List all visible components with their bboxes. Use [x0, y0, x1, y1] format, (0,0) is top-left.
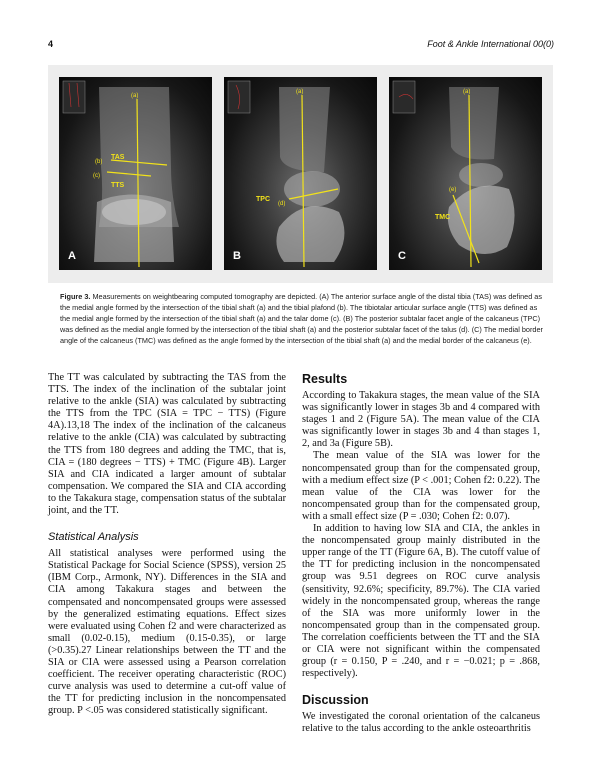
- panel-letter-b: B: [233, 250, 241, 262]
- label-e: (e): [449, 187, 457, 193]
- label-tmc: TMC: [435, 214, 451, 221]
- label-b: (b): [95, 159, 103, 165]
- results-paragraph-2: The mean value of the SIA was lower for the noncompensated group than for the compensated group, with a medium effect size (P < .001; Cohen f2: 0.22). The mean value of the CIA was lower for the noncompensated group than for the compensated group, with a small effect size (P = .030; Cohen f2: 0.07).: [302, 450, 540, 522]
- panel-b-drawing: [224, 77, 377, 270]
- panel-c-ct-image: [389, 77, 542, 270]
- methods-paragraph: The TT was calculated by subtracting the TAS from the TTS. The index of the inclination of the subtalar joint relative to the ankle (SIA) was calculated by subtracting the TTS from the TPC (SIA = TPC − TTS) (Figure 4A).13,18 The index of the inclination of the calcaneus relative to the ankle (CIA) was calculated by subtracting the TTS from 180 degrees and adding the TMC, that is, CIA = (180 degrees − TTS) + TMC (Figure 4B). Larger SIA and CIA indicated a larger amount of subtalar compensation. We compared the SIA and CIA according to the Takakura stage, compensation status of the subtalar joint, and the TT.: [48, 372, 286, 517]
- statistical-analysis-paragraph: All statistical analyses were performed using the Statistical Package for Social Science (SPSS), version 25 (IBM Corp., Armonk, NY). Differences in the SIA and CIA among Takakura stages and between the compensated and noncompensated groups were assessed by the generalized estimating equations. Effect sizes were evaluated using Cohen f2 and were characterized as small (0.02-0.15), medium (0.15-0.35), or large (>0.35).27 Linear relationships between the TT and the SIA or CIA were assessed using a Pearson correlation coefficient. The receiver operating characteristic (ROC) curve analysis was used to determine a cut-off value of the TT for predicting inclusion in the noncompensated group. P <.05 was considered statistically significant.: [48, 548, 286, 717]
- panel-b-ct-image: [224, 77, 377, 270]
- discussion-paragraph: We investigated the coronal orientation of the calcaneus relative to the talus according to the ankle osteoarthritis: [302, 711, 540, 735]
- results-heading: Results: [302, 372, 348, 386]
- figure-3: [48, 65, 553, 283]
- panel-letter-a: A: [68, 250, 76, 262]
- discussion-heading: Discussion: [302, 693, 369, 708]
- panel-c-drawing: [389, 77, 542, 270]
- label-c: (c): [93, 173, 100, 179]
- journal-title: Foot & Ankle International 00(0): [427, 39, 554, 49]
- figure-caption: [60, 291, 544, 346]
- label-a: (a): [296, 89, 304, 95]
- page-number: 4: [48, 39, 54, 49]
- label-a: (a): [463, 89, 471, 95]
- left-column: [48, 372, 286, 717]
- caption-text: Measurements on weightbearing computed tomography are depicted. (A) The anterior surface angle of the distal tibia (TAS) was defined as the medial angle formed by the intersection of the tibial shaft (a) and the tibial plafond (b). The tibiotalar articular surface angle (TTS) was defined as the medial angle formed by the intersection of the tibial shaft (a) and the talar dome (c). (B) The posterior subtalar facet angle of the calcaneus (TPC) was defined as the medial angle formed by the intersection of the tibial shaft (a) and the posterior subtalar facet of the talus (d). (C) The medial border angle of the calcaneus (TMC) was defined as the angle formed by the intersection of the tibial shaft (a) and the medial border of the calcaneus (e).: [60, 292, 543, 345]
- label-tts: TTS: [111, 182, 125, 189]
- caption-label: Figure 3.: [60, 292, 91, 301]
- label-a: (a): [131, 93, 139, 99]
- panel-letter-c: C: [398, 250, 406, 262]
- results-paragraph-3: In addition to having low SIA and CIA, the ankles in the noncompensated group mainly distributed in the upper range of the TT (Figure 6A, B). The cutoff value of the TT for predicting inclusion in the noncompensated group was 9.51 degrees on ROC curve analysis (sensitivity, 92.6%; specificity, 89.7%). The CIA varied widely in the noncompensated group, whereas the range of the SIA was more uniformly lower in the noncompensated group than in the compensated group. The correlation coefficients between the TT and the SIA or CIA were not significant within the compensated group (r = 0.150, P = .240, and r = −0.021; p = .868, respectively).: [302, 523, 540, 680]
- right-column: [302, 372, 540, 735]
- label-tas: TAS: [111, 154, 125, 161]
- panel-a-drawing: [59, 77, 212, 270]
- statistical-analysis-heading: Statistical Analysis: [48, 531, 139, 544]
- results-paragraph-1: According to Takakura stages, the mean value of the SIA was significantly lower in stages 3b and 4 compared with stages 1 and 2 (Figure 5A). The mean value of the CIA was significantly lower in stages 3b and 4 than stages 1, 2, and 3a (Figure 5B).: [302, 390, 540, 450]
- label-tpc: TPC: [256, 196, 270, 203]
- label-d: (d): [278, 201, 286, 207]
- panel-a-ct-image: [59, 77, 212, 270]
